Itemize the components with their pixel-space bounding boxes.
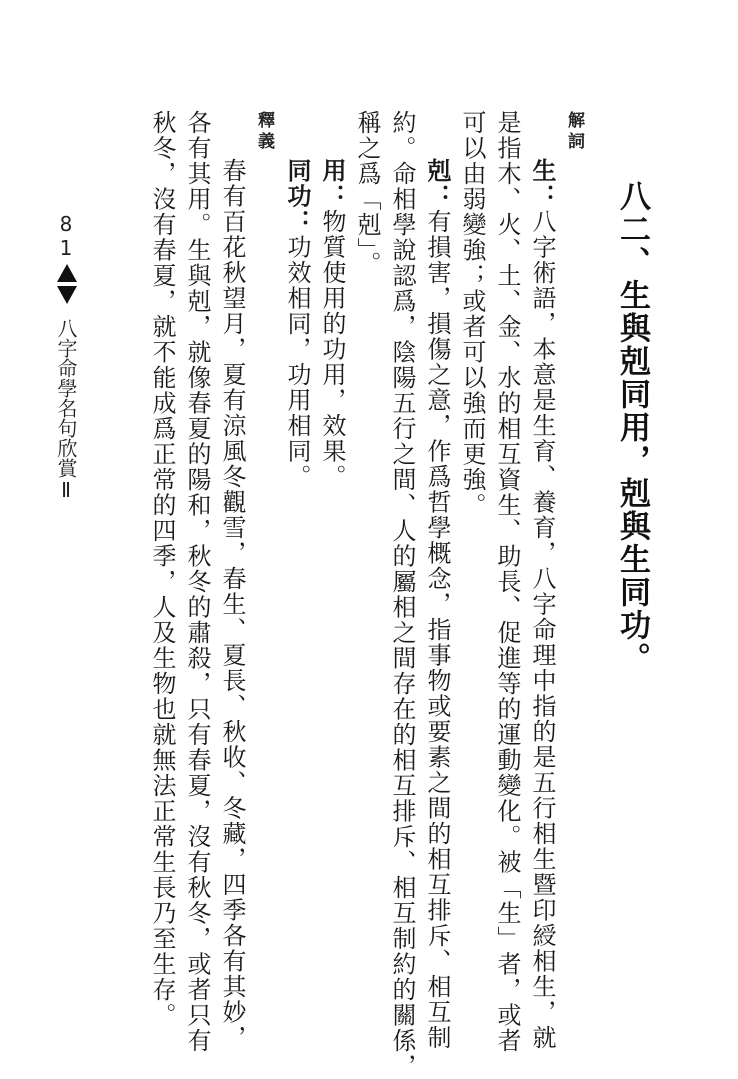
definition-sheng-line-3: 可以由弱變強；或者可以強而更強。 xyxy=(458,110,486,518)
term-sheng: 生： xyxy=(528,158,556,209)
explanation-line-1: 春有百花秋望月，夏有涼風冬觀雪，春生、夏長、秋收、冬藏，四季各有其妙， xyxy=(218,158,246,1051)
definition-sheng-line-2: 是指木、火、土、金、水的相互資生、助長、促進等的運動變化。被「生」者，或者 xyxy=(493,110,521,1054)
term-yong: 用： xyxy=(318,158,346,209)
definition-tonggong xyxy=(281,158,313,490)
term-ke: 剋： xyxy=(423,158,451,209)
chapter-title: 八二、生與剋同用，剋與生同功。 xyxy=(614,180,650,675)
section-heading-shiyi: 釋義 xyxy=(254,111,274,153)
definition-ke-text-1: 有損害，損傷之意，作爲哲學概念，指事物或要素之間的相互排斥、相互制 xyxy=(423,209,451,1051)
definition-tonggong-text: 功效相同，功用相同。 xyxy=(283,234,311,490)
term-tonggong: 同功： xyxy=(283,158,311,235)
explanation-line-3: 秋冬，沒有春夏，就不能成爲正常的四季，人及生物也就無法正常生長乃至生存。 xyxy=(148,110,176,1028)
definition-sheng-text-1: 八字術語，本意是生育、養育，八字命理中指的是五行相生暨印綬相生，就 xyxy=(528,209,556,1051)
definition-ke-line-1 xyxy=(421,158,453,1051)
definition-ke-line-3: 稱之爲「剋」。 xyxy=(353,110,381,277)
explanation-line-2: 各有其用。生與剋，就像春夏的陽和，秋冬的肅殺，只有春夏，沒有秋冬，或者只有 xyxy=(183,110,211,1054)
page-number: 81 xyxy=(54,212,78,260)
section-heading-jieci: 解詞 xyxy=(564,111,584,153)
definition-ke-line-2: 約。命相學說認爲，陰陽五行之間、人的屬相之間存在的相互排斥、相互制約的關係， xyxy=(388,110,416,1079)
book-title: 八字命學名句欣賞Ⅱ xyxy=(54,318,78,502)
definition-sheng-line-1 xyxy=(526,158,558,1051)
definition-yong xyxy=(316,158,348,490)
page-marker-icon xyxy=(55,262,79,306)
definition-yong-text: 物質使用的功用，效果。 xyxy=(318,209,346,490)
